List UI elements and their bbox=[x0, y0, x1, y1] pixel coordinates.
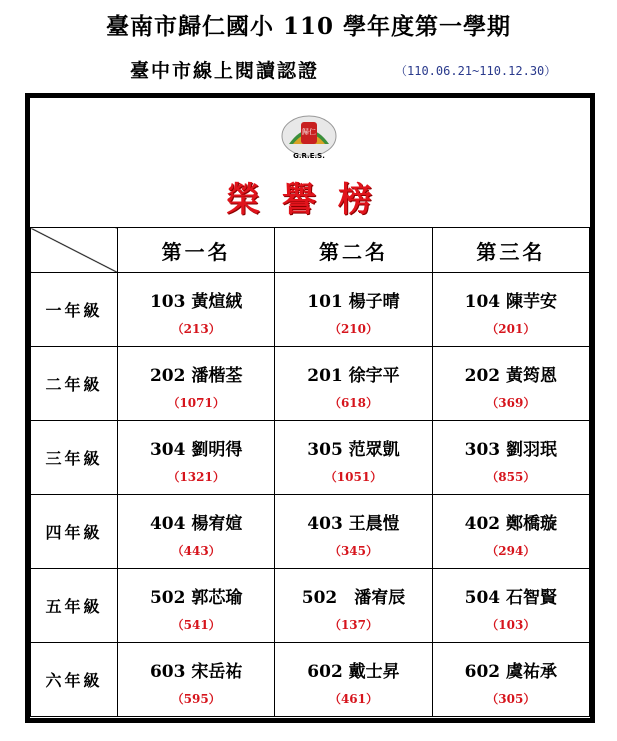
reading-score: （369） bbox=[486, 395, 536, 410]
student-cell bbox=[275, 569, 432, 643]
grade-label: 六年級 bbox=[31, 643, 118, 717]
reading-score: （305） bbox=[486, 691, 536, 706]
grade-label: 二年級 bbox=[31, 347, 118, 421]
reading-score: （210） bbox=[328, 321, 379, 336]
reading-score: （201） bbox=[486, 321, 536, 336]
honor-table bbox=[30, 227, 590, 717]
student-cell bbox=[118, 643, 275, 717]
student-cell bbox=[432, 421, 589, 495]
student-name: 603 宋岳祐 bbox=[149, 661, 243, 682]
rank-header-row bbox=[31, 228, 590, 273]
student-name: 103 黃煊絨 bbox=[149, 291, 243, 312]
reading-score: （294） bbox=[486, 543, 536, 558]
student-name: 202 黃筠恩 bbox=[464, 365, 558, 386]
student-name: 303 劉羽珉 bbox=[464, 439, 558, 460]
reading-score: （137） bbox=[328, 617, 379, 632]
grade-label: 三年級 bbox=[31, 421, 118, 495]
reading-score: （1321） bbox=[167, 469, 225, 484]
student-name: 504 石智賢 bbox=[464, 587, 558, 608]
student-cell bbox=[275, 347, 432, 421]
logo-mark: 歸仁 bbox=[302, 128, 316, 136]
reading-score: （213） bbox=[171, 321, 221, 336]
student-name: 602 虞祐承 bbox=[464, 661, 558, 682]
student-cell bbox=[432, 347, 589, 421]
rank-header: 第一名 bbox=[118, 228, 275, 273]
student-name: 101 楊子晴 bbox=[307, 291, 400, 312]
student-name: 104 陳芋安 bbox=[464, 291, 558, 312]
student-name: 502 潘宥辰 bbox=[301, 587, 406, 608]
grade-row bbox=[31, 643, 590, 717]
reading-score: （541） bbox=[171, 617, 221, 632]
student-cell bbox=[118, 569, 275, 643]
student-name: 202 潘楷荃 bbox=[149, 365, 243, 386]
grade-label: 一年級 bbox=[31, 273, 118, 347]
student-name: 305 范眾凱 bbox=[307, 439, 400, 460]
student-cell bbox=[118, 347, 275, 421]
grade-label: 五年級 bbox=[31, 569, 118, 643]
student-cell bbox=[432, 273, 589, 347]
reading-score: （1071） bbox=[167, 395, 225, 410]
student-name: 402 鄭橋璇 bbox=[464, 513, 558, 534]
reading-score: （345） bbox=[328, 543, 379, 558]
reading-score: （103） bbox=[486, 617, 536, 632]
student-cell bbox=[432, 495, 589, 569]
student-cell bbox=[275, 421, 432, 495]
rank-header: 第三名 bbox=[432, 228, 589, 273]
student-cell bbox=[275, 495, 432, 569]
grade-row bbox=[31, 421, 590, 495]
reading-score: （461） bbox=[328, 691, 379, 706]
corner-cell bbox=[31, 228, 118, 273]
reading-score: （855） bbox=[486, 469, 536, 484]
student-name: 502 郭芯瑜 bbox=[149, 587, 243, 608]
honor-heading: 榮譽榜 bbox=[226, 180, 394, 220]
grade-row bbox=[31, 495, 590, 569]
logo-caption: G.R.E.S. bbox=[293, 152, 325, 160]
grade-row bbox=[31, 569, 590, 643]
student-cell bbox=[432, 569, 589, 643]
student-cell bbox=[275, 273, 432, 347]
reading-score: （1051） bbox=[324, 469, 383, 484]
student-name: 304 劉明得 bbox=[149, 439, 243, 460]
grade-label: 四年級 bbox=[31, 495, 118, 569]
rank-header: 第二名 bbox=[275, 228, 432, 273]
grade-row bbox=[31, 347, 590, 421]
student-name: 602 戴士昇 bbox=[307, 661, 400, 682]
page-subtitle: 臺中市線上閱讀認證 bbox=[130, 60, 320, 82]
student-cell bbox=[118, 273, 275, 347]
student-name: 201 徐宇平 bbox=[307, 365, 400, 386]
student-cell bbox=[432, 643, 589, 717]
date-range: （110.06.21~110.12.30） bbox=[395, 64, 557, 78]
reading-score: （595） bbox=[171, 691, 221, 706]
student-cell bbox=[118, 421, 275, 495]
page-title: 臺南市歸仁國小 110 學年度第一學期 bbox=[105, 13, 512, 40]
student-cell bbox=[118, 495, 275, 569]
reading-score: （618） bbox=[328, 395, 379, 410]
student-cell bbox=[275, 643, 432, 717]
grade-row bbox=[31, 273, 590, 347]
student-name: 403 王晨愷 bbox=[307, 513, 400, 534]
student-name: 404 楊宥媗 bbox=[149, 513, 243, 534]
reading-score: （443） bbox=[171, 543, 221, 558]
